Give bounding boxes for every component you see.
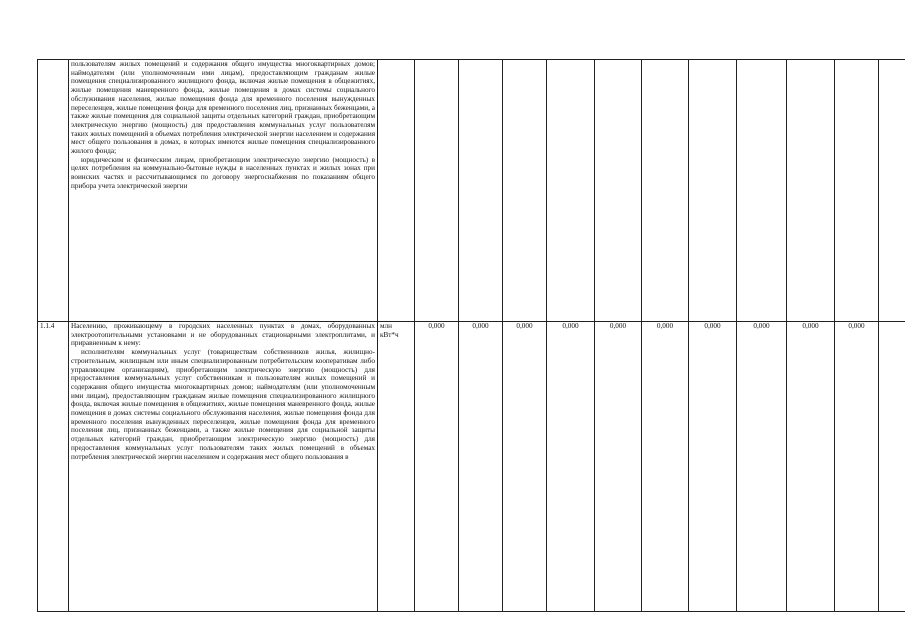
- unit-cell: млн кВт*ч: [378, 322, 415, 612]
- value-cell: [642, 60, 689, 322]
- value-cell: [595, 60, 642, 322]
- table-row: [38, 322, 905, 612]
- value-cell: 0,000: [459, 322, 503, 612]
- row-description: [69, 60, 378, 322]
- description-paragraph: пользователям жилых помещений и содержания общего имущества многоквартирных домов; наймодателям (или уполномоченным ими лицам), предоставляющим гражданам жилые помещения специализированного жилищного фонда, включая жилые помещения в общежитиях, жилые помещения маневренного фонда, жилые помещения в домах системы социального обслуживания населения, жилые помещения фонда для временного поселения вынужденных переселенцев, жилые помещения фонда для временного поселения лиц, признанных беженцами, а также жилые помещения для социальной защиты отдельных категорий граждан, приобретающим электрическую энергию (мощность) для предоставления коммунальных услуг пользователям таких жилых помещений в объемах потребления электрической энергии населением и содержания мест общего пользования в домах, в которых имеются жилые помещения специализированного жилого фонда;: [71, 60, 375, 156]
- row-code: [38, 60, 69, 322]
- table-row: [38, 60, 905, 322]
- value-cell: 0,000: [547, 322, 595, 612]
- value-cell: [503, 60, 547, 322]
- row-description: [69, 322, 378, 612]
- value-cell: [737, 60, 787, 322]
- description-paragraph: исполнителям коммунальных услуг (товариществам собственников жилья, жилищно-строительным, жилищным или иным специализированным потребительским кооперативам либо управляющим организациям), приобретающим электрическую энергию (мощность) для предоставления коммунальных услуг собственникам и пользователям жилых помещений и содержания общего имущества многоквартирных домов; наймодателям (или уполномоченным ими лицам), предоставляющим гражданам жилые помещения специализированного жилищного фонда, включая жилые помещения в общежитиях, жилые помещения маневренного фонда, жилые помещения в домах системы социального обслуживания населения, жилые помещения фонда для временного поселения вынужденных переселенцев, жилые помещения фонда для временного поселения лиц, признанных беженцами, а также жилые помещения для социальной защиты отдельных категорий граждан, приобретающим электрическую энергию (мощность) для предоставления коммунальных услуг пользователям таких жилых помещений в объемах потребления электрической энергии населением и содержания мест общего пользования в: [71, 348, 375, 461]
- value-cell: [547, 60, 595, 322]
- tariff-table: [37, 59, 905, 612]
- value-cell: 0,000: [595, 322, 642, 612]
- description-paragraph: юридическим и физическим лицам, приобретающим электрическую энергию (мощность) в целях потребления на коммунально-бытовые нужды в населенных пунктах и жилых зонах при воинских частях и рассчитывающимся по договору энергоснабжения по показаниям общего прибора учета электрической энергии: [71, 155, 375, 190]
- value-cell: 0,000: [835, 322, 879, 612]
- row-code: 1.1.4: [38, 322, 69, 612]
- unit-cell: [378, 60, 415, 322]
- value-cell: [787, 60, 835, 322]
- value-cell: 0,000: [737, 322, 787, 612]
- value-cell: 0,000: [415, 322, 459, 612]
- value-cell: [415, 60, 459, 322]
- value-cell: [879, 322, 905, 612]
- description-paragraph: Населению, проживающему в городских населенных пунктах в домах, оборудованных электроотопительными установками и не оборудованных стационарными электроплитами, и приравненным к нему:: [71, 322, 375, 348]
- value-cell: [689, 60, 737, 322]
- value-cell: [879, 60, 905, 322]
- value-cell: 0,000: [787, 322, 835, 612]
- value-cell: 0,000: [689, 322, 737, 612]
- value-cell: [459, 60, 503, 322]
- value-cell: [835, 60, 879, 322]
- value-cell: 0,000: [642, 322, 689, 612]
- value-cell: 0,000: [503, 322, 547, 612]
